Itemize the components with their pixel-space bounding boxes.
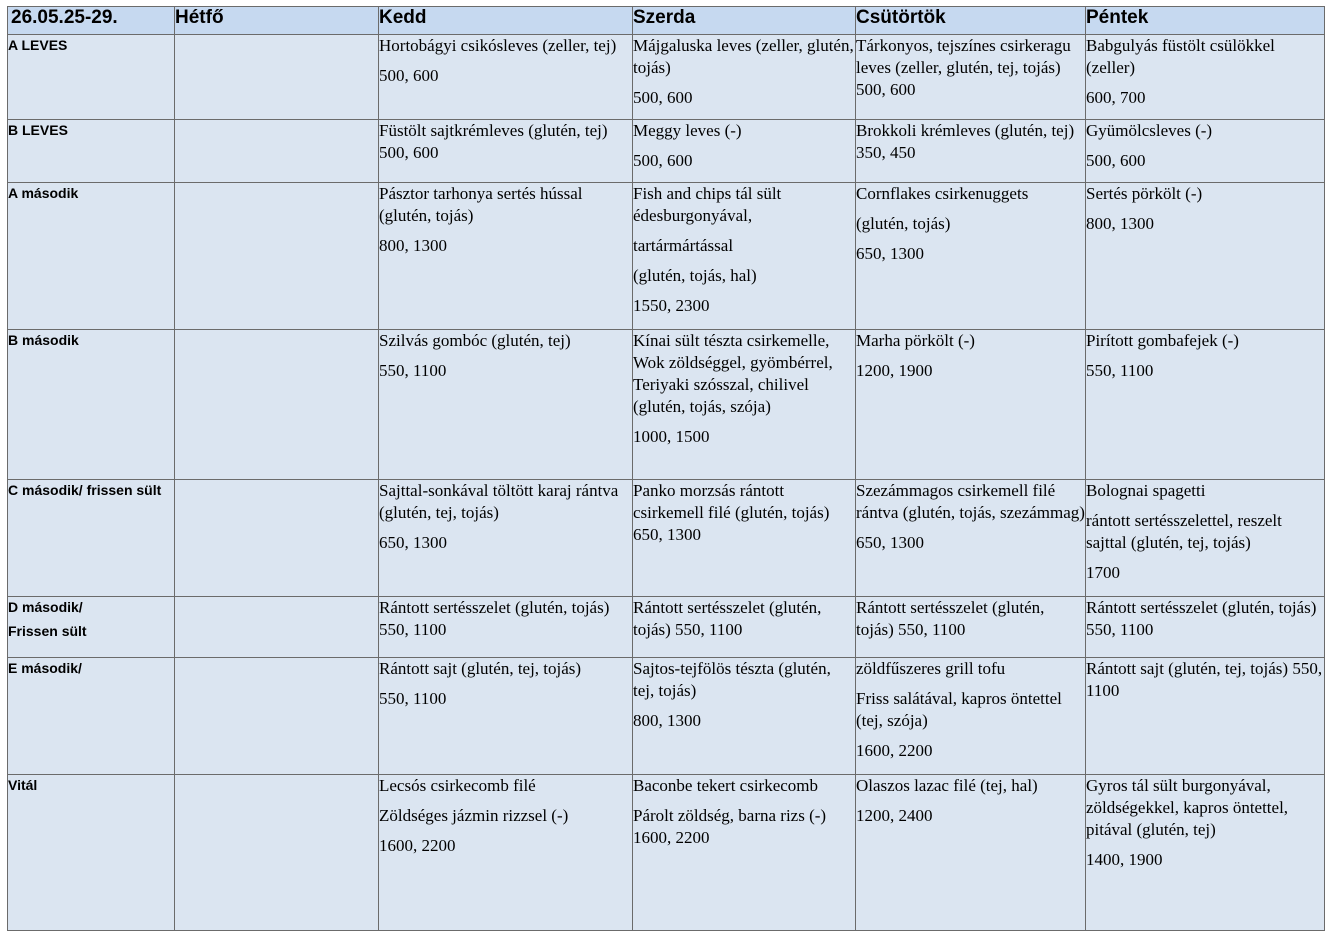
menu-cell-thursday — [856, 120, 1086, 183]
dish-text: Kínai sült tészta csirkemelle, Wok zöldséggel, gyömbérrel, Teriyaki szósszal, chilivel (glutén, tojás, szója) — [633, 331, 833, 416]
menu-cell-friday — [1086, 597, 1325, 658]
dish-text: Füstölt sajtkrémleves (glutén, tej) 500, 600 — [379, 121, 608, 162]
row-label-text: A LEVES — [8, 37, 68, 53]
menu-cell-thursday — [856, 597, 1086, 658]
menu-cell-friday — [1086, 658, 1325, 775]
dish-text: 800, 1300 — [633, 711, 701, 730]
menu-row — [8, 330, 1325, 480]
menu-cell-tuesday — [379, 183, 633, 330]
dish-text: Gyümölcsleves (-) — [1086, 121, 1213, 140]
dish-text: Rántott sertésszelet (glutén, tojás) 550, 1100 — [633, 598, 822, 639]
menu-cell-tuesday — [379, 658, 633, 775]
menu-body — [8, 35, 1325, 931]
dish-text: Rántott sertésszelet (glutén, tojás) 550, 1100 — [856, 598, 1045, 639]
dish-text: 1700 — [1086, 563, 1120, 582]
dish-text: 550, 1100 — [379, 361, 447, 380]
dish-text: Párolt zöldség, barna rizs (-) 1600, 2200 — [633, 806, 827, 847]
dish-text: zöldfűszeres grill tofu — [856, 659, 1006, 678]
dish-text: 650, 1300 — [856, 244, 924, 263]
dish-text: 550, 1100 — [379, 689, 447, 708]
date-range-header: 26.05.25-29. — [8, 7, 175, 35]
menu-cell-thursday — [856, 658, 1086, 775]
dish-text: Tárkonyos, tejszínes csirkeragu leves (zeller, glutén, tej, tojás) 500, 600 — [856, 36, 1071, 99]
row-label-text: B második — [8, 332, 79, 348]
dish-text: 1600, 2200 — [856, 741, 933, 760]
menu-cell-friday — [1086, 35, 1325, 120]
menu-row — [8, 120, 1325, 183]
menu-cell-tuesday — [379, 120, 633, 183]
dish-text: Cornflakes csirkenuggets — [856, 184, 1029, 203]
menu-cell-monday — [175, 35, 379, 120]
day-header-monday: Hétfő — [175, 7, 379, 35]
dish-text: 800, 1300 — [379, 236, 447, 255]
day-header-thursday: Csütörtök — [856, 7, 1086, 35]
row-label-text: D második/ — [8, 599, 83, 615]
row-label — [8, 597, 175, 658]
row-label-text: C második/ frissen sült — [8, 482, 162, 498]
row-label-text: E második/ — [8, 660, 82, 676]
dish-text: Hortobágyi csikósleves (zeller, tej) — [379, 36, 617, 55]
dish-text: Friss salátával, kapros öntettel (tej, szója) — [856, 689, 1062, 730]
dish-text: 500, 600 — [1086, 151, 1146, 170]
dish-text: Rántott sajt (glutén, tej, tojás) 550, 1100 — [1086, 659, 1323, 700]
dish-text: Pirított gombafejek (-) — [1086, 331, 1239, 350]
dish-text: 1200, 2400 — [856, 806, 933, 825]
dish-text: (glutén, tojás) — [856, 214, 951, 233]
dish-text: 1550, 2300 — [633, 296, 710, 315]
dish-text: 650, 1300 — [856, 533, 924, 552]
dish-text: Fish and chips tál sült édesburgonyával, — [633, 184, 782, 225]
dish-text: 650, 1300 — [379, 533, 447, 552]
menu-cell-wednesday — [633, 35, 856, 120]
dish-text: Olaszos lazac filé (tej, hal) — [856, 776, 1038, 795]
menu-row — [8, 35, 1325, 120]
dish-text: rántott sertésszelettel, reszelt sajttal (glutén, tej, tojás) — [1086, 511, 1282, 552]
dish-text: Panko morzsás rántott csirkemell filé (glutén, tojás) 650, 1300 — [633, 481, 830, 544]
menu-cell-wednesday — [633, 120, 856, 183]
dish-text: 500, 600 — [633, 88, 693, 107]
menu-cell-thursday — [856, 330, 1086, 480]
menu-row — [8, 775, 1325, 931]
menu-cell-tuesday — [379, 480, 633, 597]
dish-text: Babgulyás füstölt csülökkel (zeller) — [1086, 36, 1275, 77]
dish-text: Zöldséges jázmin rizzsel (-) — [379, 806, 569, 825]
header-row — [8, 7, 1325, 35]
dish-text: Rántott sertésszelet (glutén, tojás) 550, 1100 — [379, 598, 610, 639]
menu-cell-thursday — [856, 480, 1086, 597]
menu-cell-monday — [175, 775, 379, 931]
dish-text: 500, 600 — [633, 151, 693, 170]
dish-text: 1400, 1900 — [1086, 850, 1163, 869]
dish-text: Baconbe tekert csirkecomb — [633, 776, 819, 795]
menu-cell-tuesday — [379, 35, 633, 120]
menu-row — [8, 658, 1325, 775]
row-label — [8, 183, 175, 330]
dish-text: Rántott sajt (glutén, tej, tojás) — [379, 659, 582, 678]
dish-text: Sajttal-sonkával töltött karaj rántva (glutén, tej, tojás) — [379, 481, 619, 522]
menu-cell-monday — [175, 330, 379, 480]
menu-cell-wednesday — [633, 775, 856, 931]
menu-cell-monday — [175, 480, 379, 597]
menu-cell-monday — [175, 120, 379, 183]
weekly-menu-table — [7, 6, 1325, 931]
dish-text: Gyros tál sült burgonyával, zöldségekkel, kapros öntettel, pitával (glutén, tej) — [1086, 776, 1289, 839]
day-header-wednesday: Szerda — [633, 7, 856, 35]
day-header-friday: Péntek — [1086, 7, 1325, 35]
menu-cell-friday — [1086, 330, 1325, 480]
menu-cell-friday — [1086, 120, 1325, 183]
row-label-text: B LEVES — [8, 122, 68, 138]
dish-text: Pásztor tarhonya sertés hússal (glutén, tojás) — [379, 184, 583, 225]
row-label-text: Vitál — [8, 777, 38, 793]
dish-text: tartármártással — [633, 236, 734, 255]
dish-text: Sertés pörkölt (-) — [1086, 184, 1203, 203]
menu-cell-tuesday — [379, 330, 633, 480]
dish-text: Májgaluska leves (zeller, glutén, tojás) — [633, 36, 854, 77]
dish-text: Sajtos-tejfölös tészta (glutén, tej, tojás) — [633, 659, 831, 700]
dish-text: 500, 600 — [379, 66, 439, 85]
menu-cell-tuesday — [379, 597, 633, 658]
menu-cell-monday — [175, 183, 379, 330]
menu-cell-friday — [1086, 480, 1325, 597]
dish-text: 1600, 2200 — [379, 836, 456, 855]
day-header-tuesday: Kedd — [379, 7, 633, 35]
dish-text: Brokkoli krémleves (glutén, tej) 350, 450 — [856, 121, 1075, 162]
menu-cell-friday — [1086, 183, 1325, 330]
row-label — [8, 35, 175, 120]
dish-text: Szilvás gombóc (glutén, tej) — [379, 331, 571, 350]
dish-text: (glutén, tojás, hal) — [633, 266, 757, 285]
row-label — [8, 480, 175, 597]
dish-text: 800, 1300 — [1086, 214, 1154, 233]
menu-cell-monday — [175, 597, 379, 658]
menu-cell-wednesday — [633, 658, 856, 775]
menu-cell-thursday — [856, 183, 1086, 330]
row-label — [8, 658, 175, 775]
menu-row — [8, 480, 1325, 597]
menu-row — [8, 597, 1325, 658]
dish-text: 550, 1100 — [1086, 361, 1154, 380]
dish-text: 1000, 1500 — [633, 427, 710, 446]
row-label — [8, 120, 175, 183]
menu-cell-tuesday — [379, 775, 633, 931]
dish-text: Szezámmagos csirkemell filé rántva (glutén, tojás, szezámmag) — [856, 481, 1085, 522]
menu-cell-wednesday — [633, 597, 856, 658]
dish-text: Meggy leves (-) — [633, 121, 742, 140]
dish-text: 600, 700 — [1086, 88, 1146, 107]
dish-text: Rántott sertésszelet (glutén, tojás) 550, 1100 — [1086, 598, 1317, 639]
menu-cell-thursday — [856, 775, 1086, 931]
menu-cell-monday — [175, 658, 379, 775]
row-label-text: Frissen sült — [8, 623, 87, 639]
menu-cell-wednesday — [633, 330, 856, 480]
dish-text: Lecsós csirkecomb filé — [379, 776, 536, 795]
dish-text: Bolognai spagetti — [1086, 481, 1206, 500]
row-label — [8, 330, 175, 480]
dish-text: 1200, 1900 — [856, 361, 933, 380]
menu-cell-wednesday — [633, 480, 856, 597]
dish-text: Marha pörkölt (-) — [856, 331, 975, 350]
menu-cell-thursday — [856, 35, 1086, 120]
row-label — [8, 775, 175, 931]
menu-row — [8, 183, 1325, 330]
menu-cell-wednesday — [633, 183, 856, 330]
menu-cell-friday — [1086, 775, 1325, 931]
row-label-text: A második — [8, 185, 79, 201]
